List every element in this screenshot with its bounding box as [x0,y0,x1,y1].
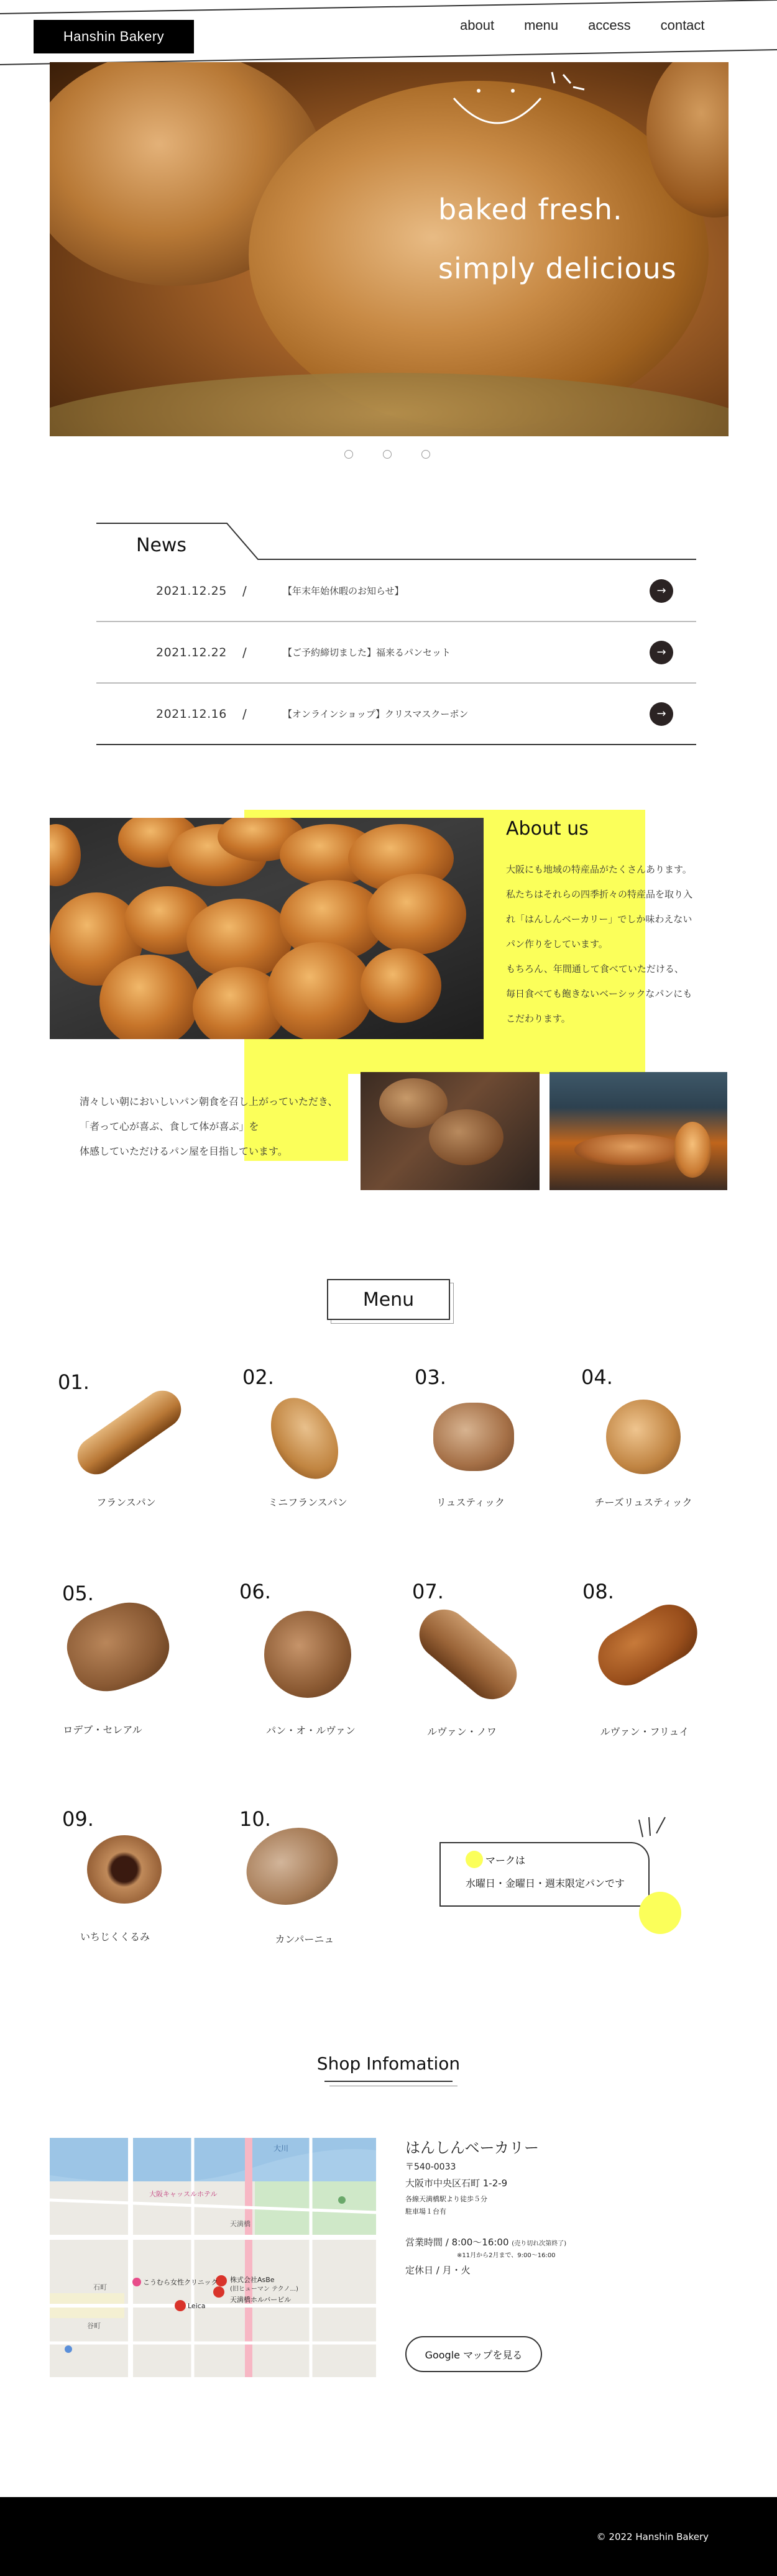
menu-name: リュスティック [436,1497,505,1508]
menu-number: 09. [62,1807,94,1831]
map-label: 大阪キャッスルホテル [149,2190,218,2198]
arrow-right-icon[interactable]: → [650,641,673,664]
news-title: News [136,534,187,556]
nav-about[interactable]: about [460,17,495,33]
bread-shape [429,1109,503,1165]
croissant-shape [50,824,81,886]
shop-hours-label: 営業時間 / 8:00〜16:00 [405,2237,509,2248]
menu-name: ロデブ・セレアル [63,1724,142,1736]
about-sub-text: 「者って心が喜ぶ、食して体が喜ぶ」を [80,1121,259,1132]
legend-text-2: 水曜日・金曜日・週末限定パンです [466,1877,625,1889]
hero-dot-2[interactable] [383,450,392,459]
shop-parking: 駐車場１台有 [405,2207,446,2216]
map-label: 谷町 [87,2322,101,2330]
menu-item[interactable] [58,1370,232,1532]
rodeve-cereal-image [58,1592,179,1702]
bread-shape [574,1134,686,1165]
about-sub-text: 体感していただけるパン屋を目指しています。 [80,1145,288,1157]
baguette-image [70,1383,188,1482]
menu-name: パン・オ・ルヴァン [266,1725,356,1736]
news-text[interactable]: 【オンラインショップ】クリスマスクーポン [283,708,469,720]
shop-closed-days: 定休日 / 月・火 [405,2265,471,2276]
hero-dot-1[interactable] [344,450,353,459]
menu-number: 10. [239,1807,271,1831]
news-separator: / [242,706,247,722]
map-label: 天満橋ホルバービル [230,2296,292,2304]
about-text-line: もちろん、年間通して食べていただける、 [506,963,684,974]
menu-number: 02. [242,1365,274,1389]
map-label: (旧ヒューマン テクノ...) [230,2286,298,2293]
croissant-shape [361,948,441,1023]
news-text[interactable]: 【年末年始休暇のお知らせ】 [283,585,404,597]
menu-name: カンパーニュ [275,1933,334,1945]
menu-name: チーズリュスティック [594,1497,692,1508]
map-label: こうむら女性クリニック [143,2278,218,2286]
news-text[interactable]: 【ご予約締切ました】福来るパンセット [283,647,451,658]
arrow-right-icon[interactable]: → [650,702,673,726]
menu-title: Menu [327,1279,450,1320]
map-label: 大川 [274,2144,289,2153]
croissant-shape [367,874,466,955]
about-text-line: こだわります。 [506,1013,571,1024]
hero-tagline-1: baked fresh. [438,193,623,226]
arrow-right-icon[interactable]: → [650,579,673,603]
menu-number: 06. [239,1580,271,1603]
news-separator: / [242,644,247,660]
news-item[interactable] [96,684,696,745]
shop-hours-note: (売り切れ次第終了) [512,2240,567,2247]
croissant-shape [99,955,199,1039]
shop-title-underline [324,2081,453,2082]
menu-name: フランスパン [96,1497,156,1508]
menu-item[interactable] [239,1580,413,1741]
menu-name: いちじくくるみ [80,1931,150,1943]
limited-mark-sample [466,1851,483,1868]
decorative-yellow-dot [639,1892,681,1934]
about-text-line: パン作りをしています。 [506,938,608,950]
hero-slider-dots [344,450,430,459]
about-sub-text: 清々しい朝においしいパン朝食を召し上がっていただき、 [80,1096,338,1107]
about-baker-photo [361,1072,540,1190]
site-header [0,0,777,68]
menu-item[interactable] [62,1807,236,1969]
news-date: 2021.12.25 [156,584,227,598]
levain-fruit-image [588,1595,707,1696]
sparkle-doodle-icon [634,1815,671,1843]
croissant-shape [267,942,373,1039]
menu-item[interactable] [581,1365,755,1527]
news-item[interactable] [96,622,696,684]
levain-noix-image [409,1600,526,1710]
about-text-line: 私たちはそれらの四季折々の特産品を取り入 [506,889,693,900]
cheese-rustique-image [606,1400,681,1474]
fig-walnut-image [87,1835,162,1904]
main-nav [460,17,705,34]
shop-hours-note-2: ※11月から2月まで、9:00〜16:00 [457,2252,556,2259]
shop-title: Shop Infomation [316,2053,461,2074]
mini-baguette-image [257,1386,352,1491]
news-item[interactable] [96,561,696,622]
bread-shape [674,1122,711,1178]
nav-menu[interactable]: menu [524,17,559,33]
map-label: Leica [188,2302,206,2310]
news-separator: / [242,583,247,598]
news-date: 2021.12.16 [156,707,227,721]
menu-number: 03. [415,1365,446,1389]
pain-au-levain-image [264,1611,351,1698]
menu-name: ルヴァン・フリュイ [600,1726,689,1738]
map-label: 天満橋 [230,2220,251,2228]
menu-name: ルヴァン・ノワ [427,1726,497,1738]
shop-address: 大阪市中央区石町 1-2-9 [405,2178,508,2189]
about-oven-photo [549,1072,727,1190]
map-label: 石町 [93,2283,107,2291]
google-map-button[interactable]: Google マップを見る [405,2336,542,2372]
menu-number: 07. [412,1580,444,1603]
about-text-line: 毎日食べても飽きないベーシックなパンにも [506,988,692,999]
hero-dot-3[interactable] [421,450,430,459]
menu-item[interactable] [62,1582,236,1743]
news-date: 2021.12.22 [156,645,227,659]
map-label: 株式会社AsBe [230,2276,275,2284]
menu-number: 01. [58,1370,90,1394]
shop-station: 各線天満橋駅より徒歩５分 [405,2195,487,2203]
map-graphic [50,2138,376,2377]
legend-text-1: マークは [485,1854,526,1866]
menu-number: 04. [581,1365,613,1389]
nav-access[interactable]: access [588,17,631,33]
limited-legend-box [439,1842,650,1907]
hero-tagline-2: simply delicious [438,252,677,285]
about-title: About us [506,818,589,840]
menu-item[interactable] [412,1580,586,1741]
menu-number: 05. [62,1582,94,1605]
about-text-line: 大阪にも地域の特産品がたくさんあります。 [506,864,692,875]
menu-item[interactable] [582,1580,756,1741]
hero-image [50,62,729,436]
shop-name: はんしんベーカリー [405,2139,540,2157]
menu-name: ミニフランスパン [268,1497,347,1508]
site-footer [0,2497,777,2576]
shop-hours [405,2235,566,2248]
menu-item[interactable] [239,1807,413,1969]
about-text-line: れ「はんしんベーカリー」でしか味わえない [506,914,692,925]
site-logo[interactable]: Hanshin Bakery [34,20,194,53]
copyright: © 2022 Hanshin Bakery [596,2531,709,2542]
about-croissant-photo [50,818,484,1039]
rustique-image [433,1403,514,1471]
menu-number: 08. [582,1580,614,1603]
shop-postal: 〒540-0033 [405,2162,456,2172]
nav-contact[interactable]: contact [660,17,705,33]
smile-doodle-icon [441,62,597,142]
shop-map[interactable] [50,2138,376,2377]
